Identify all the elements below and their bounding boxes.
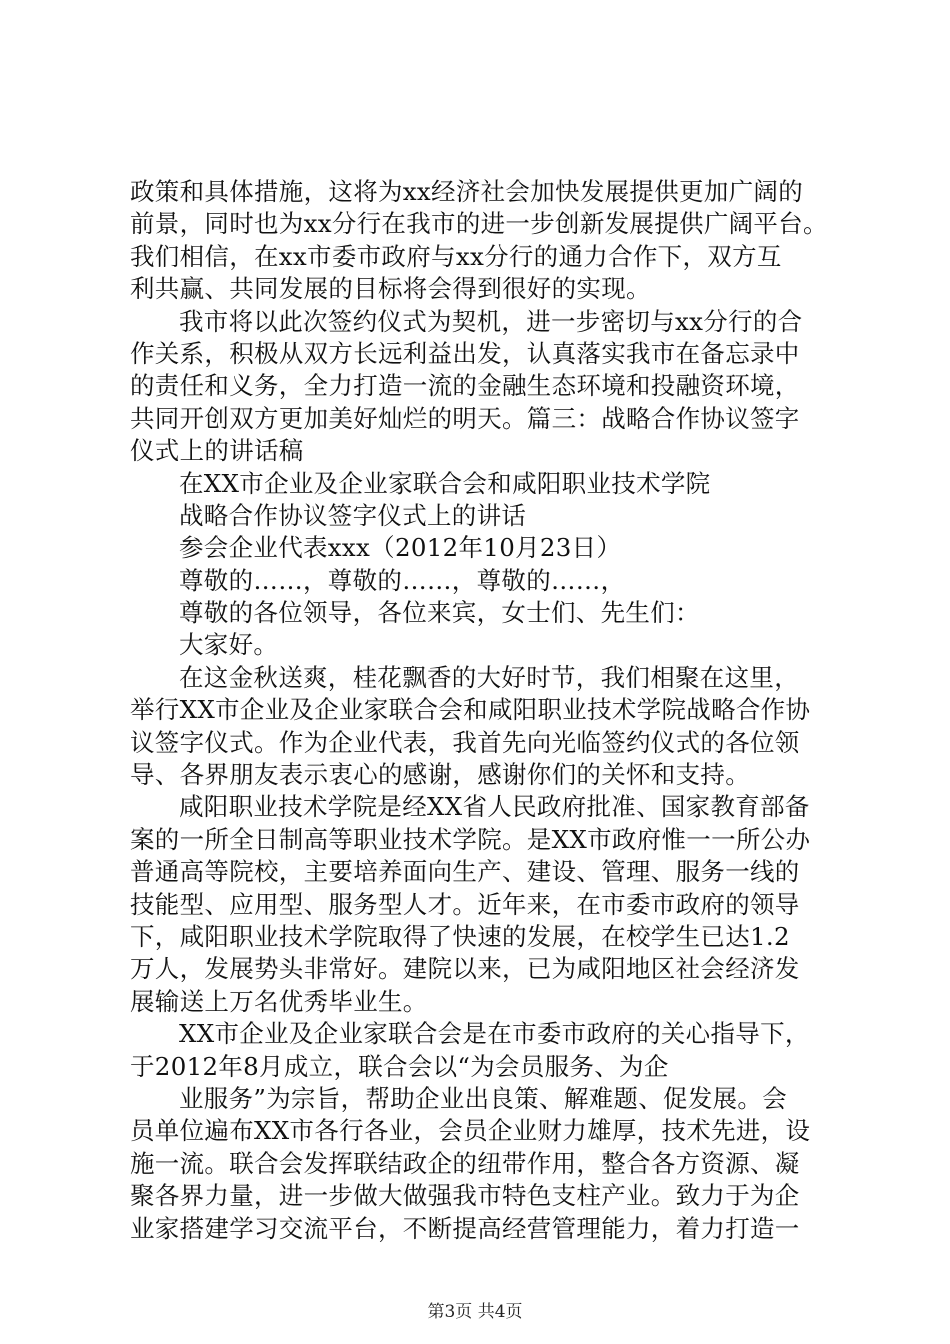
text-line: 下，咸阳职业技术学院取得了快速的发展，在校学生已达1.2 bbox=[130, 921, 790, 951]
text-line: 员单位遍布XX市各行各业，会员企业财力雄厚，技术先进，设 bbox=[130, 1116, 811, 1146]
text-line: 万人，发展势头非常好。建院以来，已为咸阳地区社会经济发 bbox=[130, 954, 800, 984]
text-line: 尊敬的……，尊敬的……，尊敬的……， bbox=[179, 565, 626, 595]
text-line: 技能型、应用型、服务型人才。近年来，在市委市政府的领导 bbox=[130, 889, 800, 919]
text-line: 参会企业代表xxx（2012年10月23日） bbox=[179, 533, 622, 563]
text-line: 业服务”为宗旨，帮助企业出良策、解难题、促发展。会 bbox=[179, 1083, 788, 1113]
text-line: 在XX市企业及企业家联合会和咸阳职业技术学院 bbox=[179, 468, 711, 498]
text-line: 咸阳职业技术学院是经XX省人民政府批准、国家教育部备 bbox=[179, 792, 810, 822]
text-line: 我市将以此次签约仪式为契机，进一步密切与xx分行的合 bbox=[179, 306, 803, 336]
text-line: 前景，同时也为xx分行在我市的进一步创新发展提供广阔平台。 bbox=[130, 209, 828, 239]
text-line: 的责任和义务，全力打造一流的金融生态环境和投融资环境， bbox=[130, 371, 800, 401]
text-line: 政策和具体措施，这将为xx经济社会加快发展提供更加广阔的 bbox=[130, 177, 804, 206]
text-line: 普通高等院校，主要培养面向生产、建设、管理、服务一线的 bbox=[130, 857, 800, 887]
text-line: 共同开创双方更加美好灿烂的明天。篇三：战略合作协议签字 bbox=[130, 403, 800, 433]
text-line: 举行XX市企业及企业家联合会和咸阳职业技术学院战略合作协 bbox=[130, 695, 811, 725]
text-line: 聚各界力量，进一步做大做强我市特色支柱产业。致力于为企 bbox=[130, 1181, 800, 1211]
text-line: 议签字仪式。作为企业代表，我首先向光临签约仪式的各位领 bbox=[130, 727, 800, 757]
text-line: 案的一所全日制高等职业技术学院。是XX市政府惟一一所公办 bbox=[130, 824, 811, 854]
text-line: 展输送上万名优秀毕业生。 bbox=[130, 986, 428, 1016]
text-line: 施一流。联合会发挥联结政企的纽带作用，整合各方资源、凝 bbox=[130, 1148, 800, 1178]
text-line: 战略合作协议签字仪式上的讲话 bbox=[179, 500, 527, 530]
text-line: 作关系，积极从双方长远利益出发，认真落实我市在备忘录中 bbox=[130, 338, 800, 368]
text-line: XX市企业及企业家联合会是在市委市政府的关心指导下， bbox=[179, 1019, 810, 1049]
text-line: 尊敬的各位领导，各位来宾，女士们、先生们： bbox=[179, 598, 700, 628]
text-line: 我们相信，在xx市委市政府与xx分行的通力合作下，双方互 bbox=[130, 241, 782, 271]
page-footer: 第3页 共4页 bbox=[427, 1302, 523, 1322]
text-line: 仪式上的讲话稿 bbox=[130, 436, 304, 466]
text-line: 在这金秋送爽，桂花飘香的大好时节，我们相聚在这里， bbox=[179, 662, 799, 692]
body-text bbox=[130, 176, 830, 1245]
text-line: 业家搭建学习交流平台，不断提高经营管理能力，着力打造一 bbox=[130, 1213, 800, 1243]
text-line: 利共赢、共同发展的目标将会得到很好的实现。 bbox=[130, 274, 651, 304]
text-line: 于2012年8月成立，联合会以“为会员服务、为企 bbox=[130, 1051, 669, 1081]
text-line: 大家好。 bbox=[179, 630, 279, 660]
text-line: 导、各界朋友表示衷心的感谢，感谢你们的关怀和支持。 bbox=[130, 760, 750, 790]
